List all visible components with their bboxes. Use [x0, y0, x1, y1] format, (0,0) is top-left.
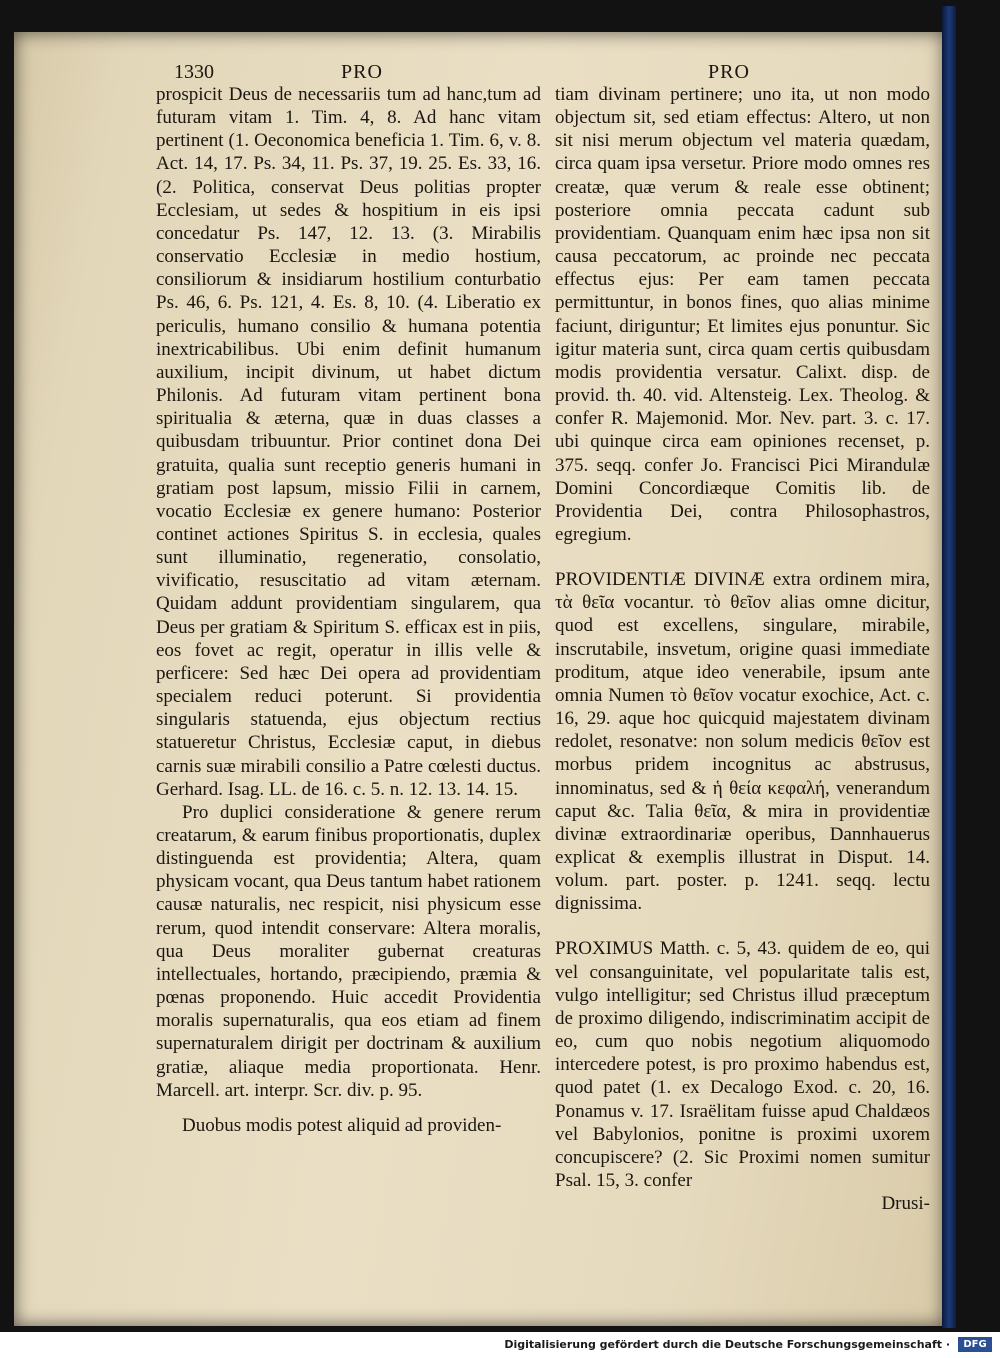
left-paragraph-1: prospicit Deus de necessariis tum ad hanc,tum ad futuram vitam 1. Tim. 4, 8. Ad hanc vitam pertinent (1. Oeconomica beneficia 1. Tim. 6, v. 8. Act. 14, 17. Ps. 34, 11. Ps. 37, 19. 25. Es. 33, 16. (2. Politica, conservat Deus politias propter Ecclesiam, ut sedes & hospitium in eis ipsi concedatur Ps. 147, 12. 13. (3. Mirabilis conservatio Ecclesiæ in medio hostium, consiliorum & insidiarum hostilium conturbatio Ps. 46, 6. Ps. 121, 4. Es. 8, 10. (4. Liberatio ex periculis, humano consilio & humana potentia inextricabilibus. Ubi enim definit humanum auxilium, incipit divinum, ut habet dictum Philonis. Ad futuram vitam pertinent bona spiritualia & æterna, quæ in duas classes a quibusdam tribuuntur. Prior continet dona Dei gratuita, qualia sunt receptio generis humani in gratiam post lapsum, missio Filii in carnem, vocatio Ecclesiæ ex genere humano: Posterior continet actiones Spiritus S. in ecclesia, quales sunt illuminatio, regeneratio, consolatio, vivificatio, resuscitatio ad vitam æternam. Quidam addunt providentiam singularem, qua Deus per gratiam & Spiritum S. efficax est in piis, eos fovet ac regit, operatur in illis velle & perficere: Sed hæc Dei opera ad providentiam specialem reduci poterunt. Si providentia singularis statuenda, ejus objectum rectius statueretur Christus, Ecclesiæ caput, in diebus carnis suæ mirabili consilio a Patre cœlesti ductus. Gerhard. Isag. LL. de 16. c. 5. n. 12. 13. 14. 15. [156, 84, 541, 800]
page-number: 1330 [174, 61, 214, 83]
left-column [156, 83, 541, 1137]
running-head-left: PRO [341, 61, 383, 83]
footer-bar [0, 1332, 1000, 1358]
left-paragraph-3: Duobus modis potest aliquid ad providen- [182, 1114, 502, 1136]
catchword: Drusi- [881, 1193, 930, 1215]
entry-providentiae-divinae: PROVIDENTIÆ DIVINÆ extra ordinem mira, τὰ θεῖα vocantur. τὸ θεῖον alias omne dicitur, quod est excellens, singulare, mirabile, inscrutabile, insvetum, origine quasi immediate proditum, atque ideo venerabile, ipsum ante omnia Numen τὸ θεῖον vocatur exochice, Act. c. 16, 29. aque hoc quicquid majestatem divinam redolet, resonatve: non solum medicis θεῖον est morbus pridem incognitus ac abstrusus, innominatus, sed & ἡ θεία κεφαλή, venerandum caput &c. Talia θεῖα, & mira in providentiæ divinæ extraordinariæ operibus, Dannhauerus explicat & exemplis illustrat in Disput. 14. volum. part. poster. p. 1241. seqq. lectu dignissima. [555, 569, 930, 915]
running-head-right: PRO [708, 61, 750, 83]
entry-proximus: PROXIMUS Matth. c. 5, 43. quidem de eo, qui vel consanguinitate, vel popularitate talis est, vulgo intelligitur; sed Christus illud præceptum de proximo diligendo, indiscriminatim accipit de eo, cum quo nobis negotium aliquomodo intercedere potest, is pro proximo habendus est, quod patet (1. ex Decalogo Exod. c. 20, 16. Ponamus v. 17. Israëlitam fuisse apud Chaldæos vel Babylonios, ponitne is proximi uxorem concupiscere? (2. Sic Proximi nomen sumitur Psal. 15, 3. confer [555, 938, 930, 1192]
left-paragraph-2: Pro duplici consideratione & genere rerum creatarum, & earum finibus proportionatis, duplex distinguenda est providentia; Altera, quam physicam vocant, qua Deus tantum habet rationem causæ naturalis, nec respicit, nisi physicum esse rerum, quod intendit conservare: Altera moralis, qua Deus moraliter gubernat creaturas intellectuales, hortando, præcipiendo, præmia & pœnas proponendo. Huic accedit Providentia moralis supernaturalis, qua eos etiam ad finem supernaturalem dirigit per doctrinam & auxilium gratiæ, aliaque media proportionata. Henr. Marcell. art. interpr. Scr. div. p. 95. [156, 801, 541, 1101]
dfg-logo-icon: DFG [958, 1337, 992, 1352]
scan-edge-strip [942, 6, 956, 1328]
right-column [555, 83, 930, 1215]
funding-notice: Digitalisierung gefördert durch die Deutsche Forschungsgemeinschaft · [504, 1338, 950, 1351]
right-paragraph-1: tiam divinam pertinere; uno ita, ut non modo objectum sit, sed etiam effectus: Altero, ut non sit nisi merum objectum vel materia quædam, circa quam ipsa versetur. Priore modo omnes res creatæ, quæ verum & reale esse obtinent; posteriore omnia peccata cadunt sub providentiam. Quanquam enim hæc ipsa non sit causa peccatorum, ac proinde nec peccata effectus ejus: Per eam tamen peccata permittuntur, in bonos fines, quo alias minime faciunt, diriguntur; Et limites ejus ponuntur. Sic igitur materia sunt, circa quam certis quibusdam modis providentia versatur. Calixt. disp. de provid. th. 40. vid. Altensteig. Lex. Theolog. & confer R. Majemonid. Mor. Nev. part. 3. c. 17. ubi quinque circa eam opiniones recenset, p. 375. seqq. confer Jo. Francisci Pici Mirandulæ Domini Concordiæque Comitis lib. de Providentia Dei, contra Philosophastros, egregium. [555, 84, 930, 545]
